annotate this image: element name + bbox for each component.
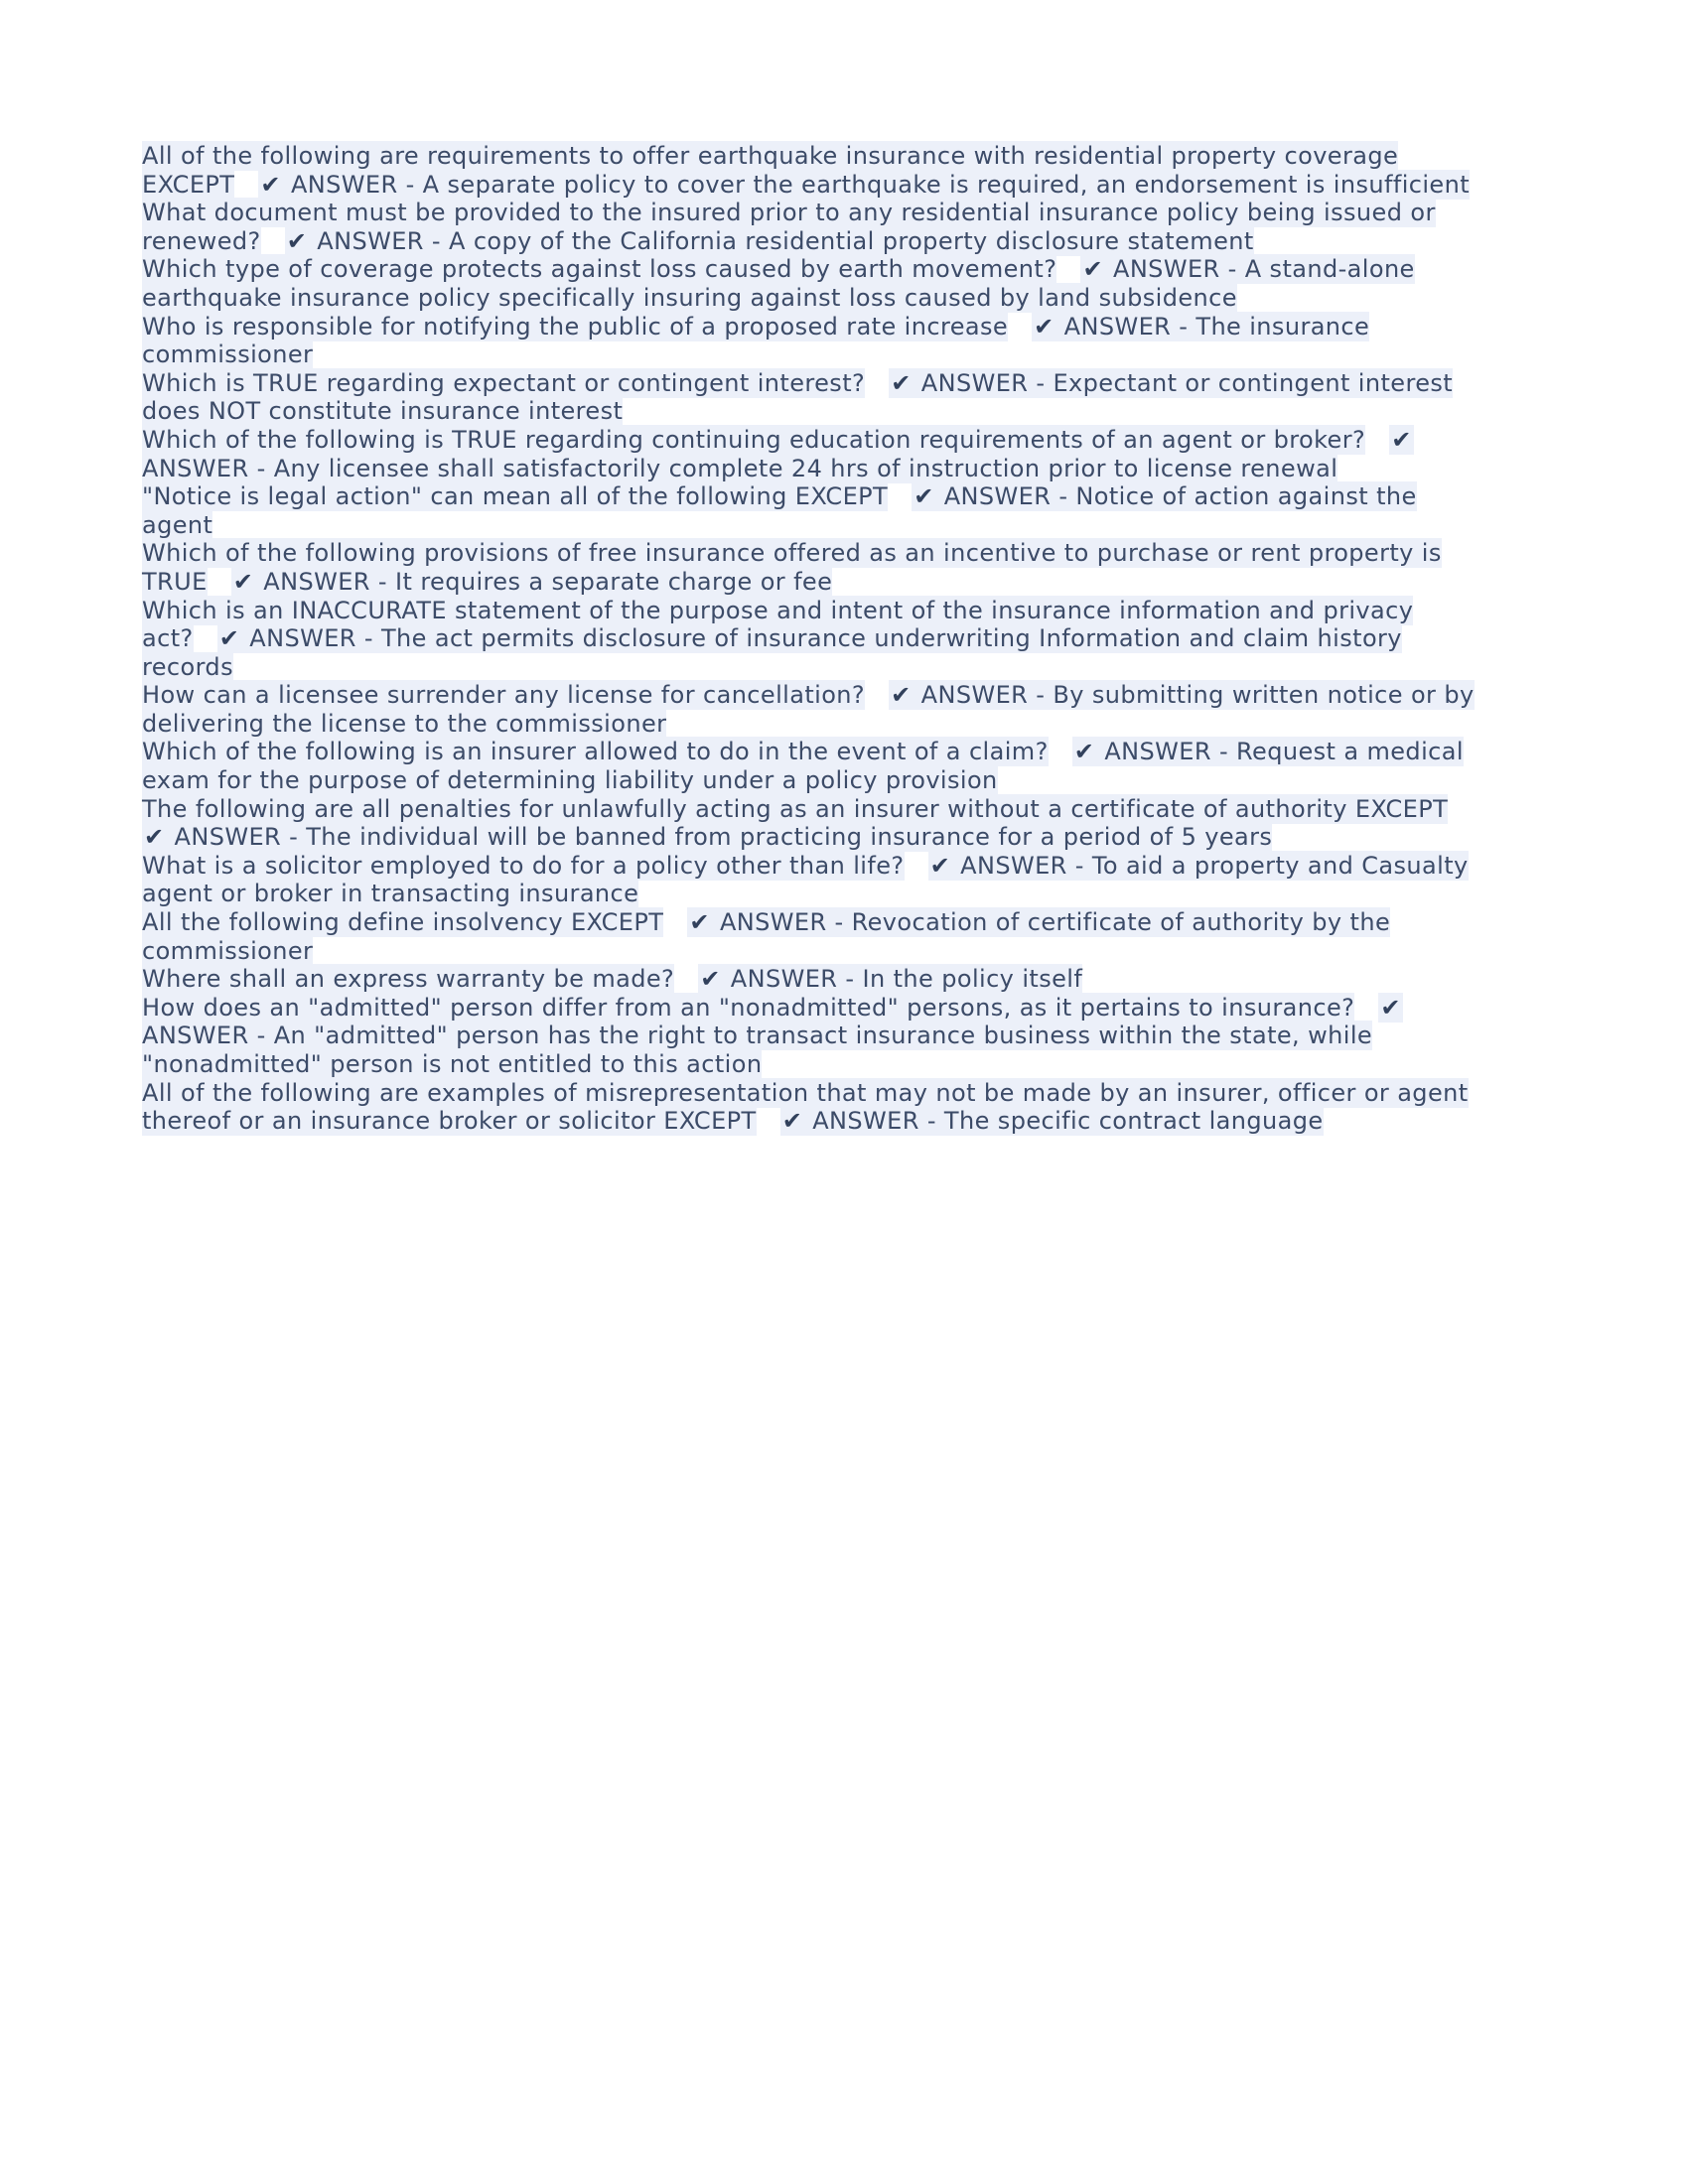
qa-item xyxy=(142,908,1484,965)
answer-text xyxy=(142,822,1272,852)
qa-item xyxy=(142,482,1484,539)
question-text: All the following define insolvency EXCEPT xyxy=(142,908,664,937)
question-text: The following are all penalties for unlawfully acting as an insurer without a certificate of authority EXCEPT xyxy=(142,794,1449,823)
question-text: How does an "admitted" person differ from an "nonadmitted" persons, as it pertains to insurance? xyxy=(142,993,1355,1022)
qa-item xyxy=(142,597,1484,682)
qa-item xyxy=(142,539,1484,596)
qa-item xyxy=(142,738,1484,794)
answer-body: ANSWER - Request a medical exam for the purpose of determining liability under a policy provision xyxy=(142,738,1464,795)
answer-body: ANSWER - A copy of the California residential property disclosure statement xyxy=(309,226,1254,255)
check-icon: ✔ xyxy=(1034,312,1055,341)
answer-text xyxy=(285,226,1254,256)
question-answer-gap xyxy=(194,624,217,652)
answer-body: ANSWER - An "admitted" person has the right to transact insurance business within the state, while "nonadmitted" person is not entitled to this action xyxy=(142,1022,1373,1078)
answer-text xyxy=(780,1106,1324,1136)
answer-text xyxy=(142,623,1402,682)
qa-item xyxy=(142,313,1484,369)
question-answer-gap xyxy=(1354,994,1378,1022)
question-answer-gap xyxy=(1056,255,1080,283)
qa-item xyxy=(142,994,1484,1079)
question-answer-gap xyxy=(888,482,912,510)
question-text: How can a licensee surrender any license for cancellation? xyxy=(142,681,866,710)
check-icon: ✔ xyxy=(1380,993,1401,1022)
check-icon: ✔ xyxy=(1391,425,1412,454)
check-icon: ✔ xyxy=(700,965,721,994)
question-answer-gap xyxy=(663,908,687,936)
question-answer-gap xyxy=(1365,426,1389,454)
check-icon: ✔ xyxy=(914,482,934,511)
question-text: Which of the following is an insurer allowed to do in the event of a claim? xyxy=(142,738,1049,766)
check-icon: ✔ xyxy=(891,681,912,710)
check-icon: ✔ xyxy=(891,368,912,397)
answer-body: ANSWER - A separate policy to cover the earthquake is required, an endorsement is insufficient xyxy=(282,170,1471,199)
question-text: Which type of coverage protects against loss caused by earth movement? xyxy=(142,255,1057,284)
answer-text xyxy=(231,567,833,597)
check-icon: ✔ xyxy=(1073,738,1095,766)
qa-item xyxy=(142,852,1484,908)
qa-item xyxy=(142,142,1484,199)
question-answer-gap xyxy=(865,681,889,709)
qa-item xyxy=(142,681,1484,738)
answer-body: ANSWER - To aid a property and Casualty agent or broker in transacting insurance xyxy=(142,851,1469,908)
qa-item xyxy=(142,965,1484,994)
qa-item xyxy=(142,255,1484,312)
answer-body: ANSWER - The act permits disclosure of insurance underwriting Information and claim history records xyxy=(142,624,1402,681)
question-text: Where shall an express warranty be made? xyxy=(142,965,675,994)
answer-body: ANSWER - A stand-alone earthquake insurance policy specifically insuring against loss caused by land subsidence xyxy=(142,255,1415,312)
answer-text xyxy=(258,170,1470,200)
answer-text xyxy=(698,964,1082,994)
answer-body: ANSWER - Revocation of certificate of authority by the commissioner xyxy=(142,908,1391,965)
check-icon: ✔ xyxy=(781,1107,803,1136)
check-icon: ✔ xyxy=(929,851,951,880)
question-answer-gap xyxy=(208,568,231,596)
answer-body: ANSWER - In the policy itself xyxy=(722,965,1083,994)
answer-body: ANSWER - The insurance commissioner xyxy=(142,312,1370,369)
check-icon: ✔ xyxy=(260,170,281,199)
check-icon: ✔ xyxy=(218,624,240,653)
question-answer-gap xyxy=(674,965,698,993)
question-text: All of the following are examples of misrepresentation that may not be made by an insurer, officer or agent thereof or an insurance broker or solicitor EXCEPT xyxy=(142,1078,1469,1136)
answer-body: ANSWER - Notice of action against the agent xyxy=(142,482,1417,539)
question-answer-gap xyxy=(757,1107,780,1135)
question-text: What document must be provided to the insured prior to any residential insurance policy being issued or renewed? xyxy=(142,199,1436,255)
question-text: Which of the following is TRUE regarding continuing education requirements of an agent or broker? xyxy=(142,425,1366,454)
question-text: All of the following are requirements to offer earthquake insurance with residential property coverage EXCEPT xyxy=(142,142,1399,199)
question-text: "Notice is legal action" can mean all of the following EXCEPT xyxy=(142,482,889,511)
check-icon: ✔ xyxy=(1082,255,1103,284)
question-answer-gap xyxy=(865,369,889,397)
question-text: Who is responsible for notifying the public of a proposed rate increase xyxy=(142,312,1009,341)
question-text: Which is an INACCURATE statement of the purpose and intent of the insurance information and privacy act? xyxy=(142,596,1414,653)
question-answer-gap xyxy=(905,852,928,880)
check-icon: ✔ xyxy=(232,567,254,596)
question-answer-gap xyxy=(1448,795,1464,823)
check-icon: ✔ xyxy=(689,908,710,937)
answer-body: ANSWER - The individual will be banned from practicing insurance for a period of 5 years xyxy=(166,823,1273,852)
question-text: Which of the following provisions of free insurance offered as an incentive to purchase or rent property is TRUE xyxy=(142,539,1442,596)
question-answer-gap xyxy=(1049,738,1072,765)
qa-item xyxy=(142,369,1484,426)
qa-item xyxy=(142,426,1484,482)
answer-body: ANSWER - It requires a separate charge or fee xyxy=(255,567,833,596)
answer-body: ANSWER - By submitting written notice or by delivering the license to the commissioner xyxy=(142,681,1475,738)
question-text: Which is TRUE regarding expectant or contingent interest? xyxy=(142,368,866,397)
answer-body: ANSWER - Any licensee shall satisfactorily complete 24 hrs of instruction prior to license renewal xyxy=(142,454,1338,482)
answer-body: ANSWER - Expectant or contingent interest does NOT constitute insurance interest xyxy=(142,368,1454,426)
question-answer-gap xyxy=(261,227,285,255)
question-text: What is a solicitor employed to do for a policy other than life? xyxy=(142,851,905,880)
qa-item xyxy=(142,795,1484,852)
qa-item xyxy=(142,199,1484,255)
check-icon: ✔ xyxy=(144,823,165,852)
question-answer-gap xyxy=(1008,313,1032,341)
question-answer-gap xyxy=(234,171,258,199)
qa-item xyxy=(142,1079,1484,1136)
check-icon: ✔ xyxy=(286,226,308,255)
answer-body: ANSWER - The specific contract language xyxy=(804,1107,1324,1136)
qa-list xyxy=(142,142,1484,1136)
